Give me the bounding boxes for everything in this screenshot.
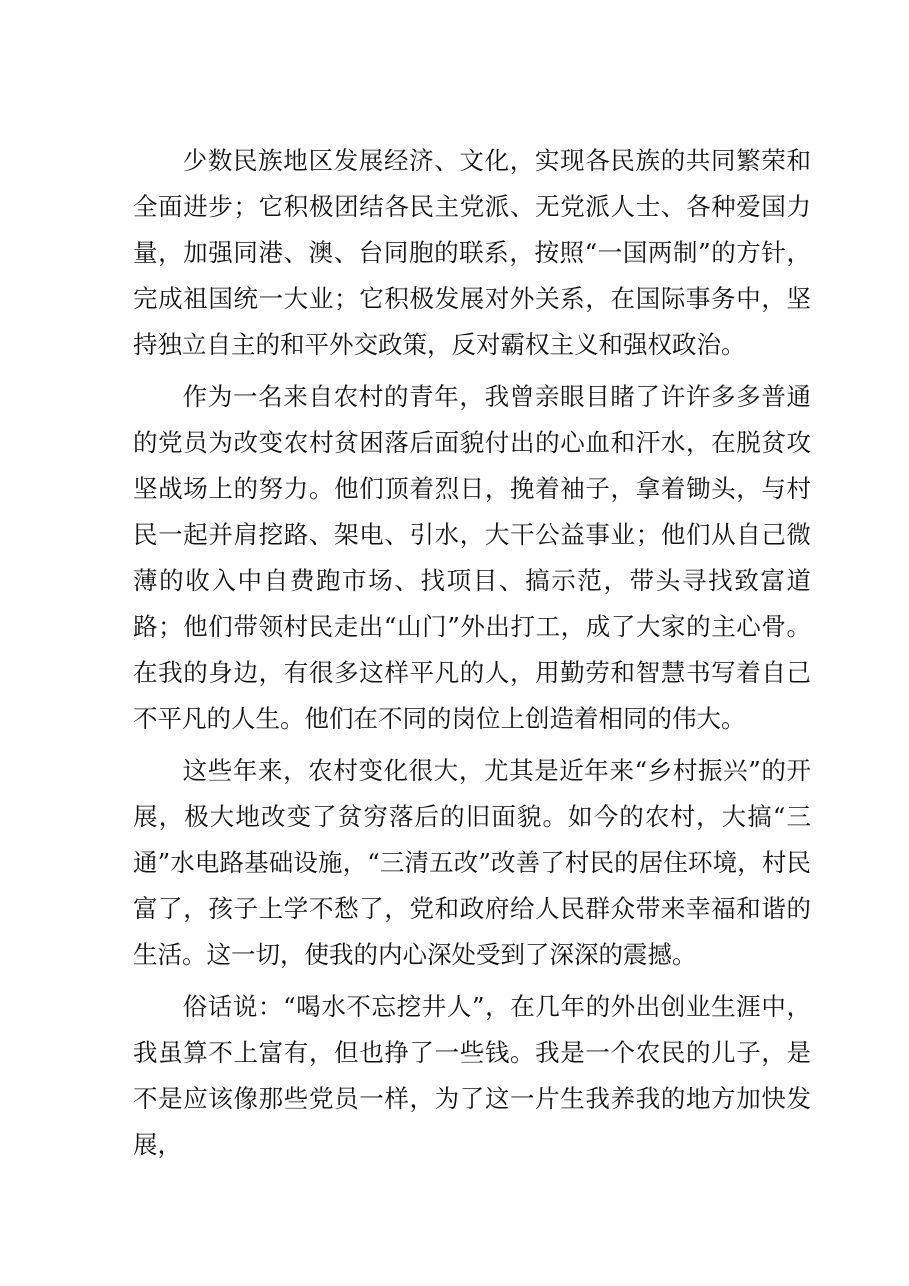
paragraph-text: 这些年来，农村变化很大，尤其是近年来“乡村振兴”的开展，极大地改变了贫穷落后的旧面貌。如今的农村，大搞“三通”水电路基础设施，“三清五改”改善了村民的居住环境，村民富了，孩子上学不愁了，党和政府给人民群众带来幸福和谐的生活。这一切，使我的内心深处受到了深深的震撼。 (133, 756, 811, 969)
paragraph-2 (133, 374, 811, 742)
paragraph-4 (133, 984, 811, 1168)
paragraph-text: 作为一名来自农村的青年，我曾亲眼目睹了许许多多普通的党员为改变农村贫困落后面貌付出的心血和汗水，在脱贫攻坚战场上的努力。他们顶着烈日，挽着袖子，拿着锄头，与村民一起并肩挖路、架电、引水，大干公益事业；他们从自己微薄的收入中自费跑市场、找项目、搞示范，带头寻找致富道路；他们带领村民走出“山门”外出打工，成了大家的主心骨。在我的身边，有很多这样平凡的人，用勤劳和智慧书写着自己不平凡的人生。他们在不同的岗位上创造着相同的伟大。 (133, 382, 811, 733)
paragraph-text: 俗话说：“喝水不忘挖井人”，在几年的外出创业生涯中，我虽算不上富有，但也挣了一些钱。我是一个农民的儿子，是不是应该像那些党员一样，为了这一片生我养我的地方加快发展， (133, 992, 811, 1159)
paragraph-3 (133, 748, 811, 978)
paragraph-text: 少数民族地区发展经济、文化，实现各民族的共同繁荣和全面进步；它积极团结各民主党派、无党派人士、各种爱国力量，加强同港、澳、台同胞的联系，按照“一国两制”的方针，完成祖国统一大业；它积极发展对外关系，在国际事务中，坚持独立自主的和平外交政策，反对霸权主义和强权政治。 (133, 146, 811, 359)
paragraph-1 (133, 138, 811, 368)
document-body (133, 138, 811, 1168)
